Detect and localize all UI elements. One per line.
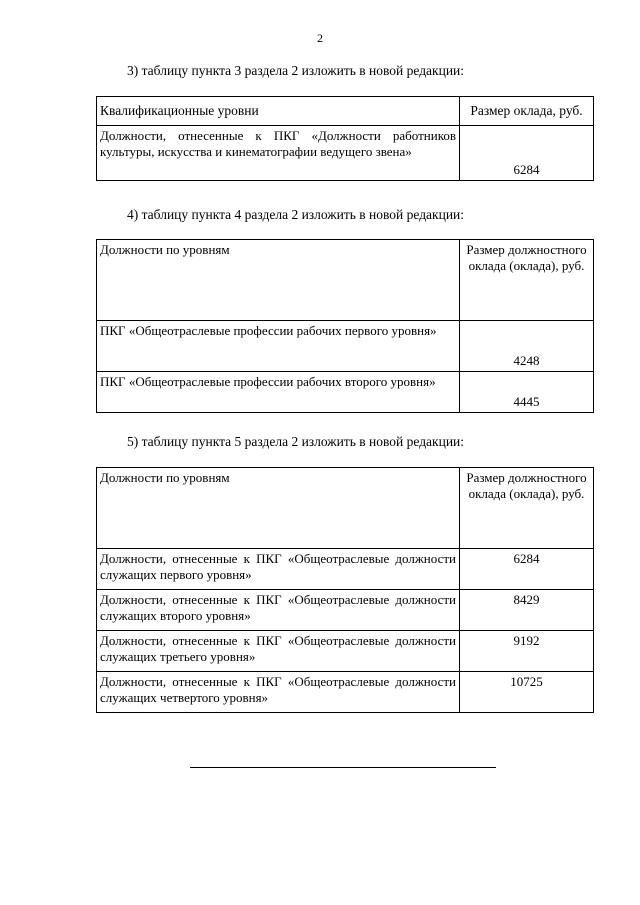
section4-intro: 4) таблицу пункта 4 раздела 2 изложить в новой редакции: bbox=[127, 207, 465, 222]
table-row bbox=[97, 126, 594, 181]
row-salary: 6284 bbox=[460, 549, 594, 590]
row-salary: 6284 bbox=[460, 126, 594, 181]
row-position: Должности, отнесенные к ПКГ «Общеотраслевые должности служащих третьего уровня» bbox=[97, 631, 460, 672]
page-number: 2 bbox=[317, 31, 323, 45]
row-position: ПКГ «Общеотраслевые профессии рабочих второго уровня» bbox=[97, 372, 460, 413]
row-position: Должности, отнесенные к ПКГ «Общеотраслевые должности служащих четвертого уровня» bbox=[97, 672, 460, 713]
table-row bbox=[97, 631, 594, 672]
header-positions-by-level: Должности по уровням bbox=[97, 240, 460, 321]
table-header-row bbox=[97, 468, 594, 549]
section4-table bbox=[96, 239, 594, 413]
row-position: Должности, отнесенные к ПКГ «Должности работников культуры, искусства и кинематографии ведущего звена» bbox=[97, 126, 460, 181]
table-row bbox=[97, 672, 594, 713]
section3-table bbox=[96, 96, 594, 181]
row-salary: 4248 bbox=[460, 321, 594, 372]
table-row bbox=[97, 321, 594, 372]
header-salary: Размер должностного оклада (оклада), руб. bbox=[460, 468, 594, 549]
table-row bbox=[97, 372, 594, 413]
table-row bbox=[97, 590, 594, 631]
section5-intro: 5) таблицу пункта 5 раздела 2 изложить в новой редакции: bbox=[127, 434, 465, 449]
table-row bbox=[97, 549, 594, 590]
table-header-row bbox=[97, 97, 594, 126]
row-salary: 10725 bbox=[460, 672, 594, 713]
table-header-row bbox=[97, 240, 594, 321]
header-qualification-levels: Квалификационные уровни bbox=[97, 97, 460, 126]
header-positions-by-level: Должности по уровням bbox=[97, 468, 460, 549]
header-salary: Размер должностного оклада (оклада), руб. bbox=[460, 240, 594, 321]
row-position: ПКГ «Общеотраслевые профессии рабочих первого уровня» bbox=[97, 321, 460, 372]
row-position: Должности, отнесенные к ПКГ «Общеотраслевые должности служащих первого уровня» bbox=[97, 549, 460, 590]
closing-rule bbox=[190, 767, 496, 768]
row-salary: 9192 bbox=[460, 631, 594, 672]
section3-intro: 3) таблицу пункта 3 раздела 2 изложить в новой редакции: bbox=[127, 63, 465, 78]
row-salary: 4445 bbox=[460, 372, 594, 413]
header-salary: Размер оклада, руб. bbox=[460, 97, 594, 126]
row-position: Должности, отнесенные к ПКГ «Общеотраслевые должности служащих второго уровня» bbox=[97, 590, 460, 631]
section5-table bbox=[96, 467, 594, 713]
row-salary: 8429 bbox=[460, 590, 594, 631]
